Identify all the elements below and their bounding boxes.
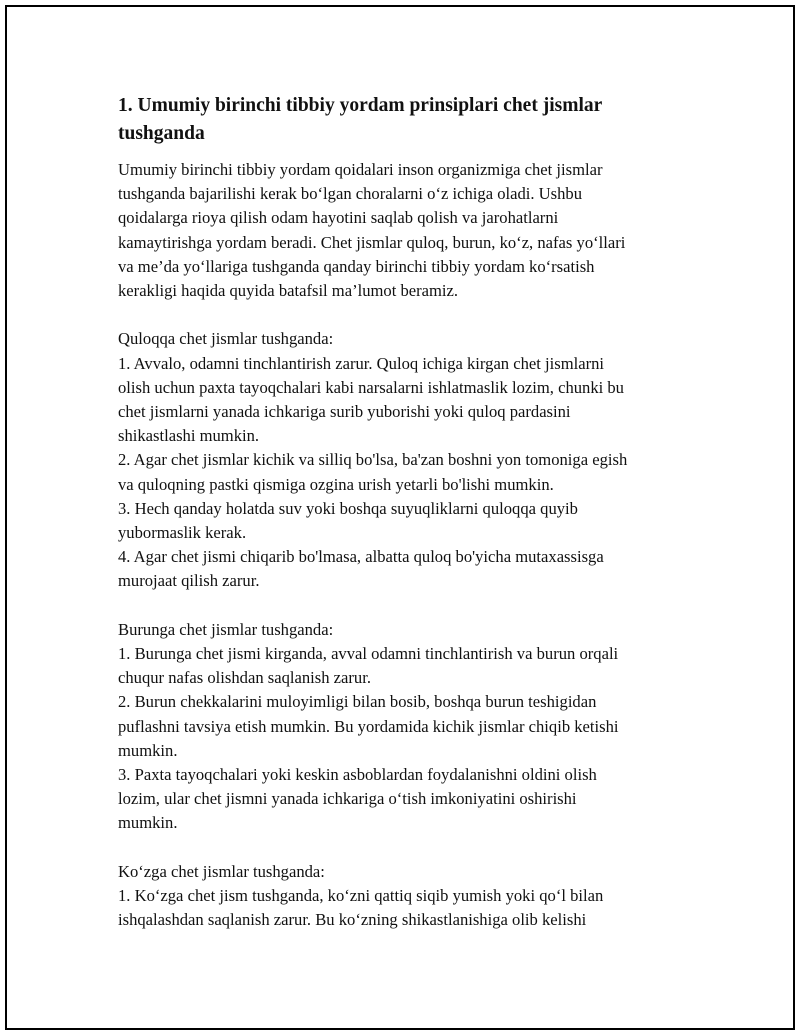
text-line: 3. Hech qanday holatda suv yoki boshqa suyuqliklarni quloqqa quyib — [118, 498, 578, 518]
text-line: 2. Agar chet jismlar kichik va silliq bo'lsa, ba'zan boshni yon tomoniga egish — [118, 450, 628, 470]
text-line: 2. Burun chekkalarini muloyimligi bilan bosib, boshqa burun teshigidan — [118, 692, 597, 712]
text-line: va quloqning pastki qismiga ozgina urish yetarli bo'lishi mumkin. — [118, 474, 554, 494]
text-line: kamaytirishga yordam beradi. Chet jismlar quloq, burun, koʻz, nafas yoʻllari — [118, 232, 626, 252]
text-line: 4. Agar chet jismi chiqarib bo'lmasa, albatta quloq bo'yicha mutaxassisga — [118, 547, 604, 567]
text-line: shikastlashi mumkin. — [118, 426, 260, 446]
document-body — [118, 92, 690, 932]
text-line: ishqalashdan saqlanish zarur. Bu koʻzning shikastlanishiga olib kelishi — [118, 910, 587, 930]
text-line: 1. Avvalo, odamni tinchlantirish zarur. Quloq ichiga kirgan chet jismlarni — [118, 353, 605, 373]
text-line: Umumiy birinchi tibbiy yordam qoidalari inson organizmiga chet jismlar — [118, 160, 603, 179]
text-line: 3. Paxta tayoqchalari yoki keskin asboblardan foydalanishni oldini olish — [118, 765, 597, 785]
text-line: olish uchun paxta tayoqchalari kabi narsalarni ishlatmaslik lozim, chunki bu — [118, 377, 624, 397]
text-line: 1. Koʻzga chet jism tushganda, koʻzni qattiq siqib yumish yoki qoʻl bilan — [118, 886, 604, 906]
nose-section — [118, 618, 690, 836]
intro-paragraph — [118, 158, 690, 303]
section-heading: Quloqqa chet jismlar tushganda: — [118, 329, 334, 349]
text-line: va me’da yoʻllariga tushganda qanday birinchi tibbiy yordam koʻrsatish — [118, 256, 595, 276]
text-line: mumkin. — [118, 740, 178, 760]
text-line: tushganda bajarilishi kerak boʻlgan choralarni oʻz ichiga oladi. Ushbu — [118, 184, 583, 204]
section-heading: Burunga chet jismlar tushganda: — [118, 619, 334, 639]
text-line: lozim, ular chet jismni yanada ichkariga oʻtish imkoniyatini oshirishi — [118, 789, 577, 809]
text-line: qoidalarga rioya qilish odam hayotini saqlab qolish va jarohatlarni — [118, 208, 559, 228]
text-line: mumkin. — [118, 813, 178, 833]
text-line: chet jismlarni yanada ichkariga surib yuborishi yoki quloq pardasini — [118, 402, 571, 422]
text-line: chuqur nafas olishdan saqlanish zarur. — [118, 668, 371, 688]
document-title — [118, 92, 690, 148]
text-line: puflashni tavsiya etish mumkin. Bu yordamida kichik jismlar chiqib ketishi — [118, 716, 619, 736]
text-line: yubormaslik kerak. — [118, 523, 247, 543]
text-line: 1. Burunga chet jismi kirganda, avval odamni tinchlantirish va burun orqali — [118, 644, 619, 664]
text-line: murojaat qilish zarur. — [118, 571, 260, 591]
title-line: tushganda — [118, 123, 205, 144]
title-line: 1. Umumiy birinchi tibbiy yordam prinsiplari chet jismlar — [118, 95, 603, 116]
eye-section — [118, 860, 690, 933]
ear-section — [118, 327, 690, 593]
text-line: kerakligi haqida quyida batafsil ma’lumot beramiz. — [118, 281, 459, 301]
section-heading: Koʻzga chet jismlar tushganda: — [118, 861, 325, 881]
